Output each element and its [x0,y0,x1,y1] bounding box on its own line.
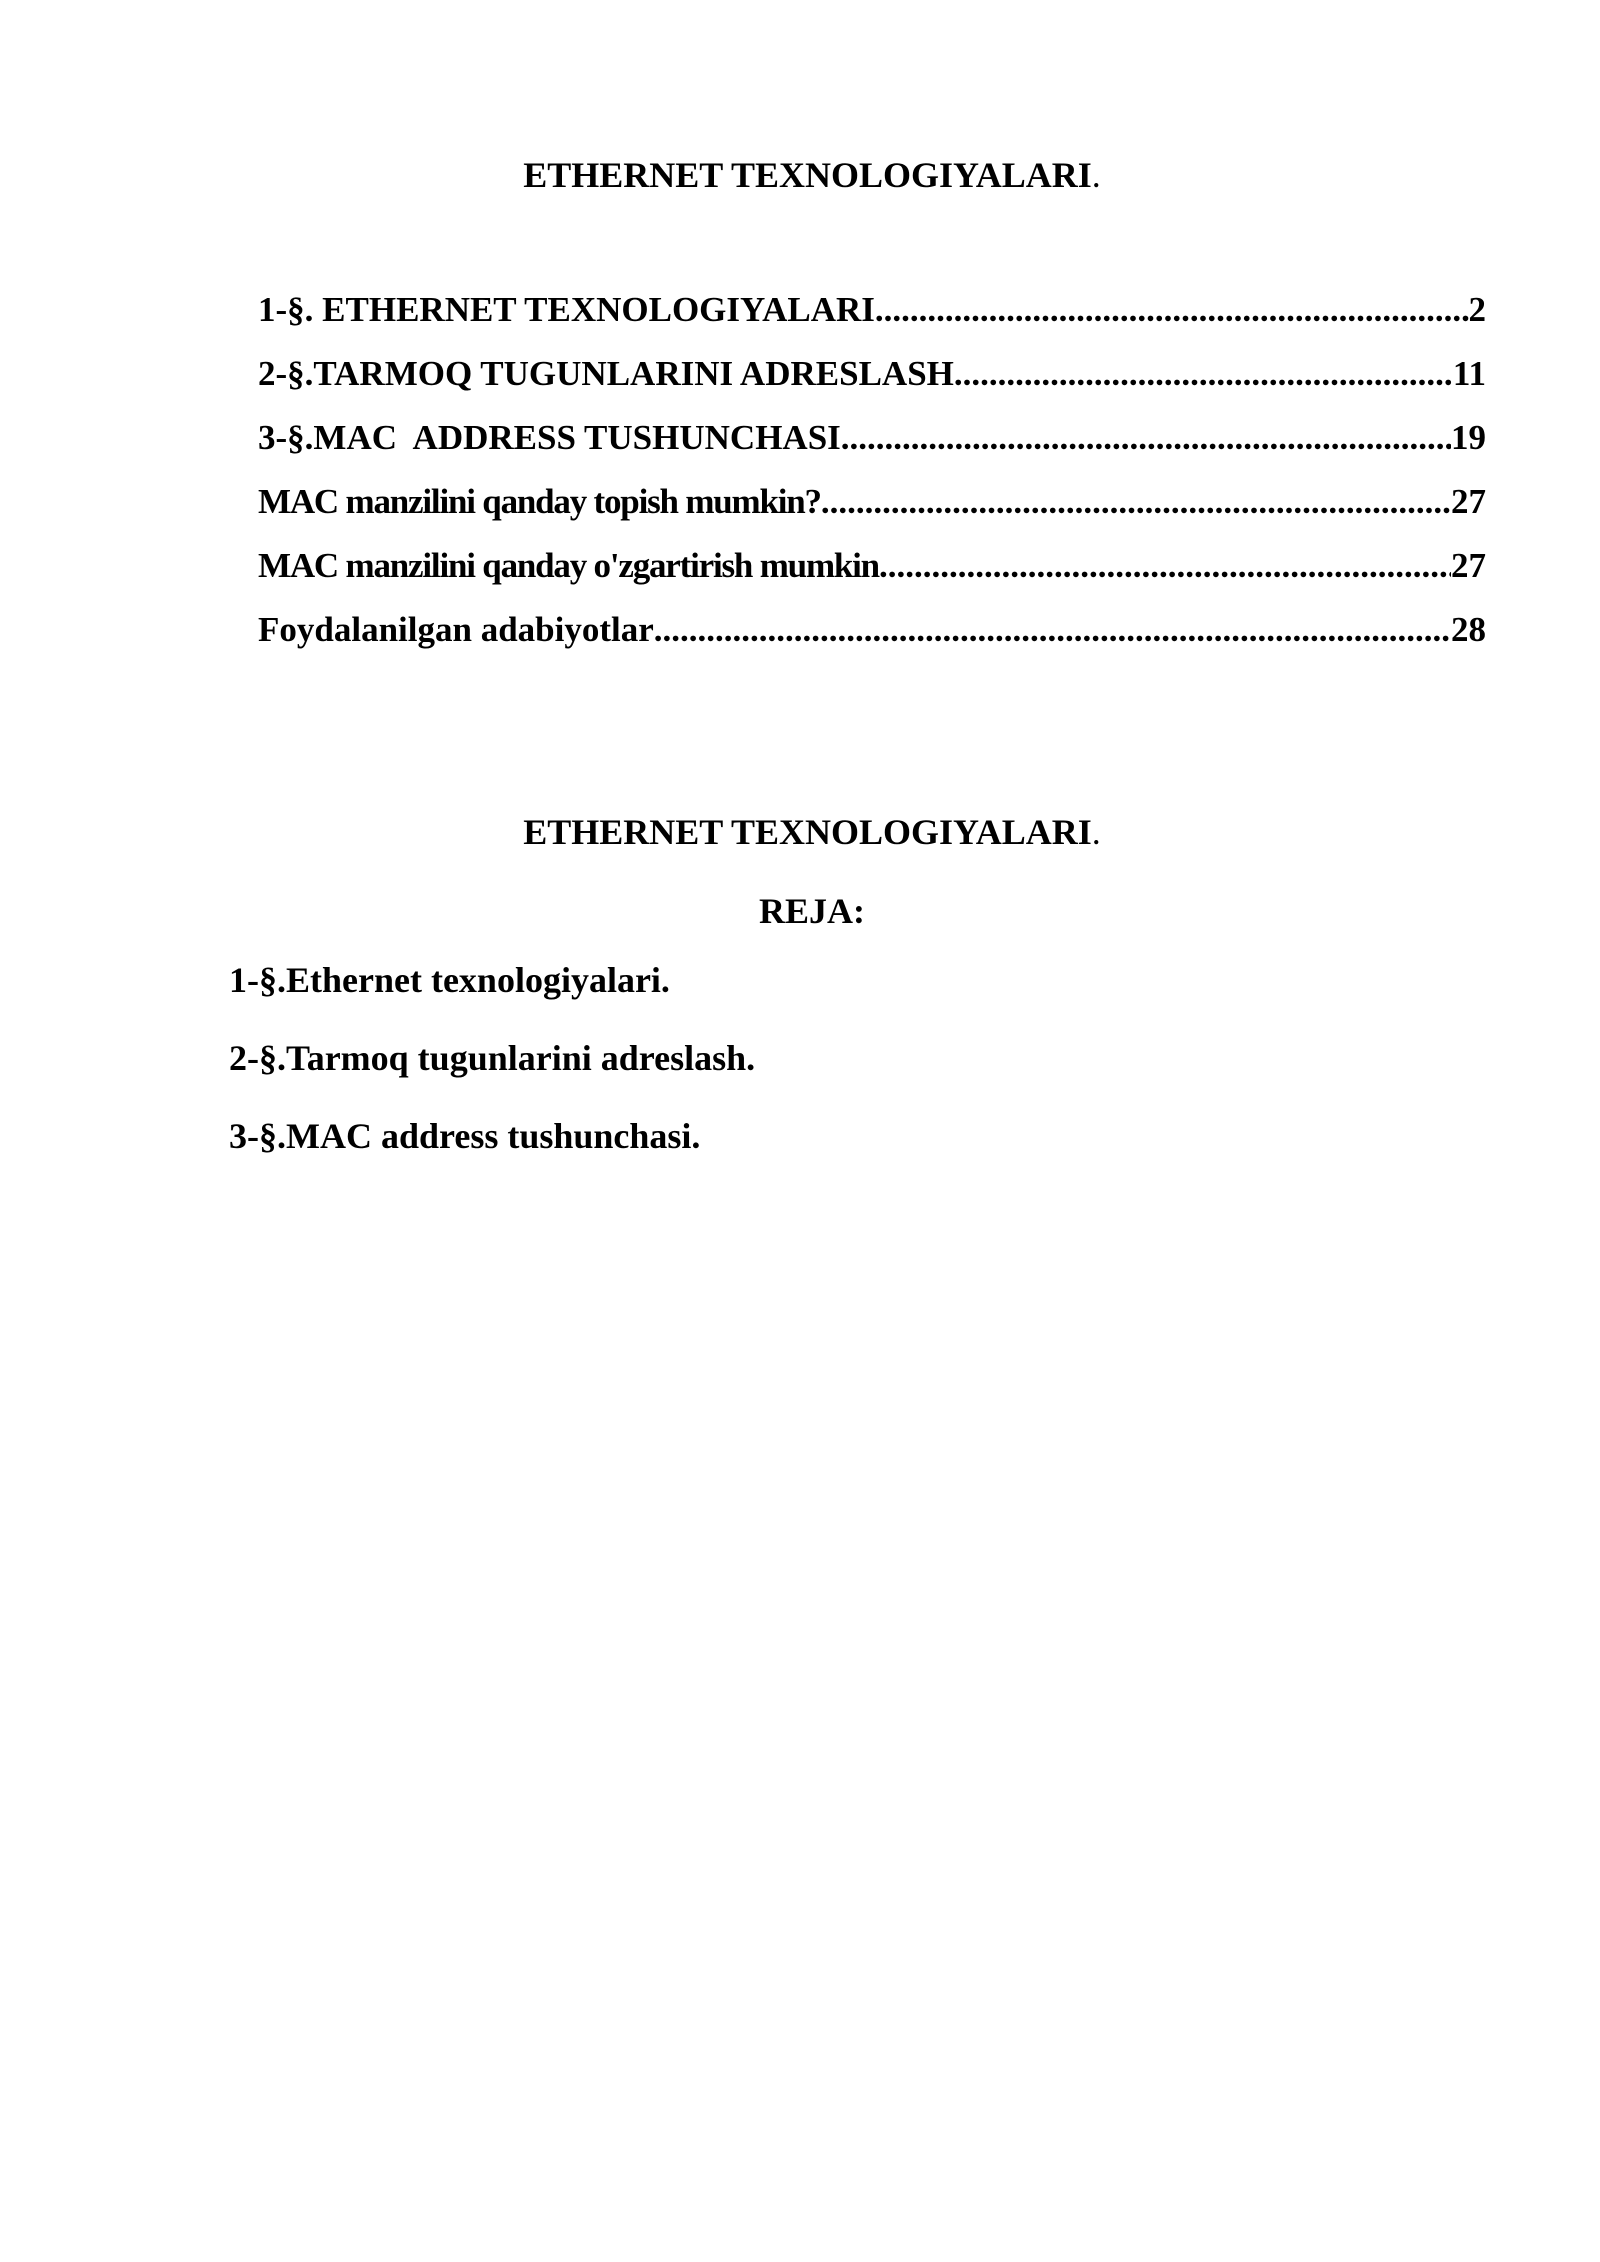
toc-dot-leader [875,288,1469,332]
toc-dot-leader [654,608,1451,652]
toc-dot-leader [879,544,1451,588]
toc-entry-page: 2 [1468,290,1486,329]
toc-entry-page: 27 [1451,546,1486,585]
toc-title-text: ETHERNET TEXNOLOGIYALARI [523,155,1092,195]
toc-entry-label: Foydalanilgan adabiyotlar [258,610,654,649]
toc-entry-label: MAC manzilini qanday topish mumkin? [258,482,821,521]
toc-entry[interactable] [258,544,1486,608]
toc-entry-page: 19 [1451,418,1486,457]
plan-item: 1-§.Ethernet texnologiyalari. [229,960,670,1000]
toc-entry-label: MAC manzilini qanday o'zgartirish mumkin [258,546,879,585]
toc-dot-leader [841,416,1451,460]
toc-dot-leader [954,352,1453,396]
toc-entry-page: 27 [1451,482,1486,521]
toc-entry[interactable] [258,416,1486,480]
section-title-text: ETHERNET TEXNOLOGIYALARI [523,812,1092,852]
plan-list [229,958,755,1192]
toc-dot-leader [821,480,1451,524]
toc-entry-page: 28 [1451,610,1486,649]
plan-item: 2-§.Tarmoq tugunlarini adreslash. [229,1038,756,1078]
toc-entry[interactable] [258,608,1486,672]
table-of-contents [258,288,1486,672]
toc-entry[interactable] [258,480,1486,544]
toc-title [0,153,1600,197]
toc-entry-label: 1-§. ETHERNET TEXNOLOGIYALARI [258,290,875,329]
toc-entry-page: 11 [1452,354,1486,393]
plan-item: 3-§.MAC address tushunchasi. [229,1116,701,1156]
toc-entry[interactable] [258,352,1486,416]
toc-entry-label: 3-§.MAC ADDRESS TUSHUNCHASI [258,418,841,457]
section-title-suffix: . [1091,812,1101,852]
toc-entry-label: 2-§.TARMOQ TUGUNLARINI ADRESLASH [258,354,954,393]
plan-heading: REJA: [759,891,865,931]
section-title [0,810,1600,854]
toc-entry[interactable] [258,288,1486,352]
toc-title-suffix: . [1091,155,1101,195]
